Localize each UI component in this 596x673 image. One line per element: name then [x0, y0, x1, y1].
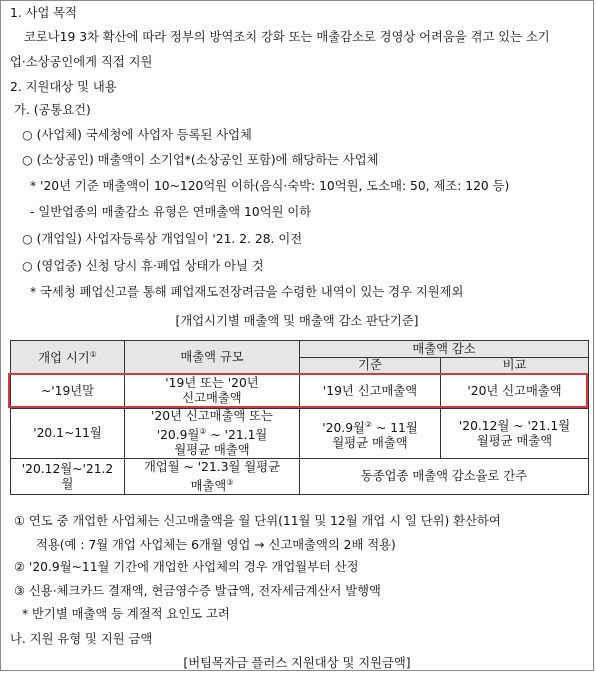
row2-scale: '20년 신고매출액 또는 '20.9월② ~ '21.1월 월평균 매출액 [125, 409, 300, 459]
section-1-heading: 1. 사업 목적 [10, 6, 78, 20]
footnote-1-continued: 적용(예 : 7월 개업 사업체는 6개월 영업 → 신고매출액의 2배 적용) [36, 538, 396, 552]
subsection-ga-heading: 가. (공통요건) [14, 103, 91, 117]
table-row [11, 374, 589, 409]
subsection-na-heading: 나. 지원 유형 및 지원 금액 [10, 632, 153, 646]
requirement-operating: ○ (영업중) 신청 당시 휴·폐업 상태가 아닐 것 [22, 259, 264, 273]
row3-decrease-merged: 동종업종 매출액 감소율로 간주 [300, 459, 589, 495]
row2-period: '20.1~11월 [11, 409, 125, 459]
row3-period: '20.12월~'21.2 월 [11, 459, 125, 495]
sales-criteria-table [10, 340, 589, 495]
requirement-business: ○ (사업체) 국세청에 사업자 등록된 사업체 [22, 128, 252, 142]
purpose-paragraph-line-2: 업·소상공인에게 직접 지원 [10, 55, 153, 69]
header-opening-period: 개업 시기① [11, 341, 125, 374]
requirement-small-business-note: * '20년 기준 매출액이 10~120억원 이하(음식·숙박: 10억원, 도소매: 50, 제조: 120 등) [30, 179, 510, 193]
footnote-1: ① 연도 중 개업한 사업체는 신고매출액을 월 단위(11월 및 12월 개업 시 일 단위) 환산하여 [14, 514, 501, 528]
requirement-operating-note: * 국세청 폐업신고를 통해 폐업재도전장려금을 수령한 내역이 있는 경우 지원제외 [30, 285, 464, 299]
row3-scale: 개업월 ~ '21.3월 월평균 매출액③ [125, 459, 300, 495]
footnote-2: ② '20.9월~11월 기간에 개업한 사업체의 경우 개업월부터 산정 [14, 560, 359, 574]
requirement-opening-date: ○ (개업일) 사업자등록상 개업일이 '21. 2. 28. 이전 [22, 232, 303, 246]
header-sales-scale: 매출액 규모 [125, 341, 300, 374]
purpose-paragraph-line-1: 코로나19 3차 확산에 따라 정부의 방역조치 강화 또는 매출감소로 경영상 어려움을 겪고 있는 소기 [24, 30, 550, 44]
row2-compare: '20.12월 ~ '21.1월 월평균 매출액 [441, 409, 589, 459]
table-row [11, 409, 589, 459]
row1-compare: '20년 신고매출액 [441, 374, 589, 409]
table-row [11, 459, 589, 495]
header-base: 기준 [300, 358, 441, 374]
table-caption: [개업시기별 매출액 및 매출액 감소 판단기준] [175, 314, 419, 328]
row2-base: '20.9월② ~ 11월 월평균 매출액 [300, 409, 441, 459]
row1-scale: '19년 또는 '20년 신고매출액 [125, 374, 300, 409]
header-sales-decrease: 매출액 감소 [300, 341, 589, 358]
support-table-caption: [버팀목자금 플러스 지원대상 및 지원금액] [183, 656, 411, 670]
section-2-heading: 2. 지원대상 및 내용 [10, 80, 117, 94]
requirement-small-business: ○ (소상공인) 매출액이 소기업*(소상공인 포함)에 해당하는 사업체 [22, 153, 379, 167]
requirement-small-business-dash: - 일반업종의 매출감소 유형은 연매출액 10억원 이하 [30, 205, 312, 219]
header-compare: 비교 [441, 358, 589, 374]
row1-period: ~'19년말 [11, 374, 125, 409]
footnote-3-sub: * 반기별 매출액 등 계절적 요인도 고려 [22, 607, 230, 621]
footnote-3: ③ 신용·체크카드 결재액, 현금영수증 발급액, 전자세금계산서 발행액 [14, 584, 381, 598]
row1-base: '19년 신고매출액 [300, 374, 441, 409]
